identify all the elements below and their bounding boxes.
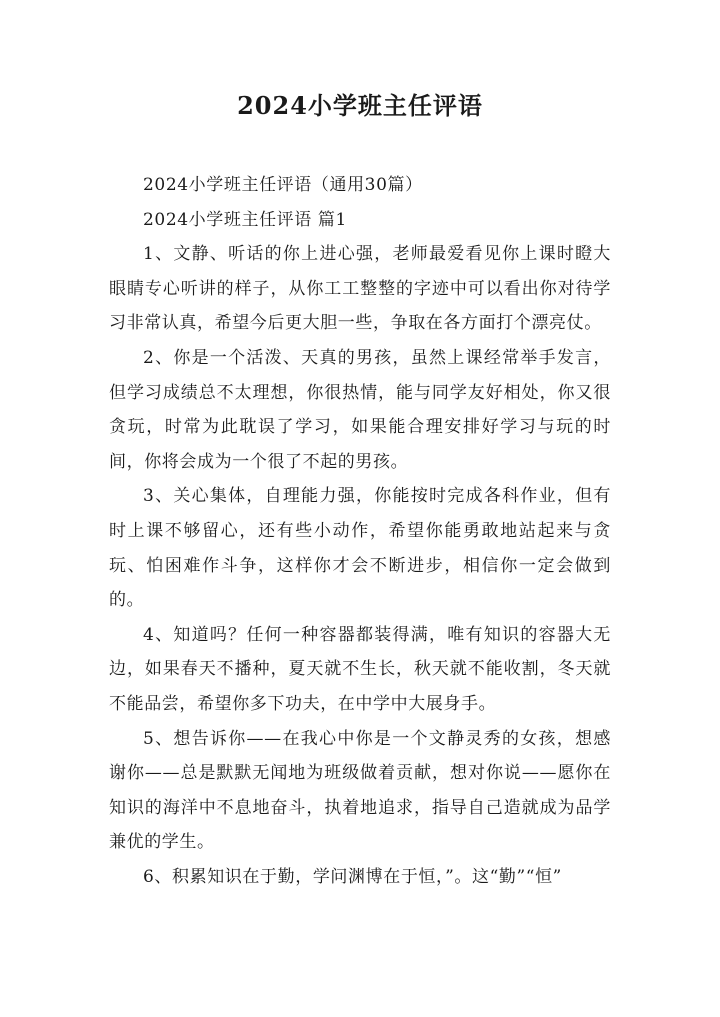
comment-paragraph-1: 1、文静、听话的你上进心强，老师最爱看见你上课时瞪大眼睛专心听讲的样子，从你工工整整的字迹中可以看出你对待学习非常认真，希望今后更大胆一些，争取在各方面打个漂亮仗。 — [109, 244, 611, 334]
comment-paragraph-5: 5、想告诉你——在我心中你是一个文静灵秀的女孩，想感谢你——总是默默无闻地为班级做着贡献，想对你说——愿你在知识的海洋中不息地奋斗，执着地追求，指导自己造就成为品学兼优的学生。 — [109, 728, 611, 853]
comment-paragraph-3: 3、关心集体，自理能力强，你能按时完成各科作业，但有时上课不够留心，还有些小动作，希望你能勇敢地站起来与贪玩、怕困难作斗争，这样你才会不断进步，相信你一定会做到的。 — [109, 486, 611, 611]
document-title: 2024小学班主任评语 — [237, 91, 483, 120]
section-heading: 2024小学班主任评语 篇1 — [143, 209, 347, 230]
document-body — [109, 168, 611, 894]
comment-paragraph-2: 2、你是一个活泼、天真的男孩，虽然上课经常举手发言，但学习成绩总不太理想，你很热情，能与同学友好相处，你又很贪玩，时常为此耽误了学习，如果能合理安排好学习与玩的时间，你将会成为一个很了不起的男孩。 — [109, 347, 611, 472]
comment-paragraph-6: 6、积累知识在于勤，学问渊博在于恒，”。这“勤”“恒” — [143, 866, 562, 887]
comment-paragraph-4: 4、知道吗？任何一种容器都装得满，唯有知识的容器大无边，如果春天不播种，夏天就不生长，秋天就不能收割，冬天就不能品尝，希望你多下功夫，在中学中大展身手。 — [109, 624, 611, 714]
document-subtitle: 2024小学班主任评语（通用30篇） — [143, 175, 423, 195]
